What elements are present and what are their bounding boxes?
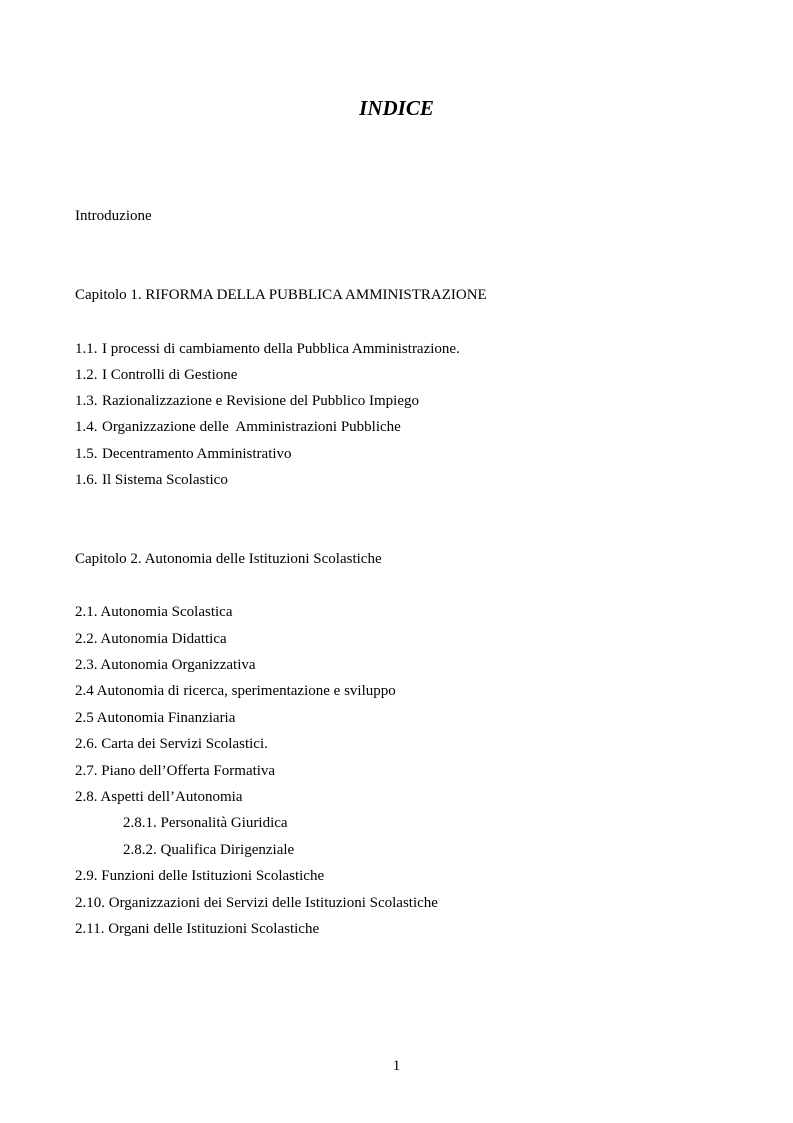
toc-item-number: 1.3. xyxy=(75,393,98,409)
toc-item-2-9: 2.9. Funzioni delle Istituzioni Scolastiche xyxy=(75,868,325,884)
toc-item-number: 1.2. xyxy=(75,367,98,383)
toc-item-number: 1.4. xyxy=(75,419,98,435)
toc-item-1-6 xyxy=(75,470,228,490)
toc-item-2-6: 2.6. Carta dei Servizi Scolastici. xyxy=(75,736,268,752)
toc-item-2-11: 2.11. Organi delle Istituzioni Scolastiche xyxy=(75,921,320,937)
toc-item-text: Organizzazione delle Amministrazioni Pubbliche xyxy=(102,419,401,435)
toc-item-number: 1.1. xyxy=(75,341,98,357)
toc-item-2-7: 2.7. Piano dell’Offerta Formativa xyxy=(75,763,276,779)
toc-item-2-8-2: 2.8.2. Qualifica Dirigenziale xyxy=(123,842,295,858)
toc-item-text: Razionalizzazione e Revisione del Pubblico Impiego xyxy=(102,393,419,409)
toc-item-text: I processi di cambiamento della Pubblica Amministrazione. xyxy=(102,341,460,357)
toc-item-text: Decentramento Amministrativo xyxy=(102,446,292,462)
toc-item-1-4 xyxy=(75,417,401,437)
toc-item-2-8: 2.8. Aspetti dell’Autonomia xyxy=(75,789,243,805)
toc-item-text: I Controlli di Gestione xyxy=(102,367,238,383)
toc-item-number: 1.5. xyxy=(75,446,98,462)
toc-chapter-2-title: Capitolo 2. Autonomia delle Istituzioni Scolastiche xyxy=(75,551,382,567)
toc-item-2-5: 2.5 Autonomia Finanziaria xyxy=(75,710,236,726)
page-number: 1 xyxy=(392,1058,401,1074)
toc-item-1-3 xyxy=(75,391,419,411)
toc-chapter-1-title: Capitolo 1. RIFORMA DELLA PUBBLICA AMMINISTRAZIONE xyxy=(75,287,487,303)
toc-item-number: 1.6. xyxy=(75,472,98,488)
toc-item-1-2 xyxy=(75,365,237,385)
toc-item-2-4: 2.4 Autonomia di ricerca, sperimentazione e sviluppo xyxy=(75,683,396,699)
toc-item-1-5 xyxy=(75,444,292,464)
toc-item-2-1: 2.1. Autonomia Scolastica xyxy=(75,604,233,620)
page-title: INDICE xyxy=(359,96,434,120)
toc-item-2-10: 2.10. Organizzazioni dei Servizi delle Istituzioni Scolastiche xyxy=(75,895,438,911)
toc-item-1-1 xyxy=(75,339,460,359)
toc-item-2-8-1: 2.8.1. Personalità Giuridica xyxy=(123,815,288,831)
toc-item-2-2: 2.2. Autonomia Didattica xyxy=(75,631,227,647)
toc-introduction: Introduzione xyxy=(75,208,152,224)
toc-item-2-3: 2.3. Autonomia Organizzativa xyxy=(75,657,256,673)
toc-item-text: Il Sistema Scolastico xyxy=(102,472,228,488)
